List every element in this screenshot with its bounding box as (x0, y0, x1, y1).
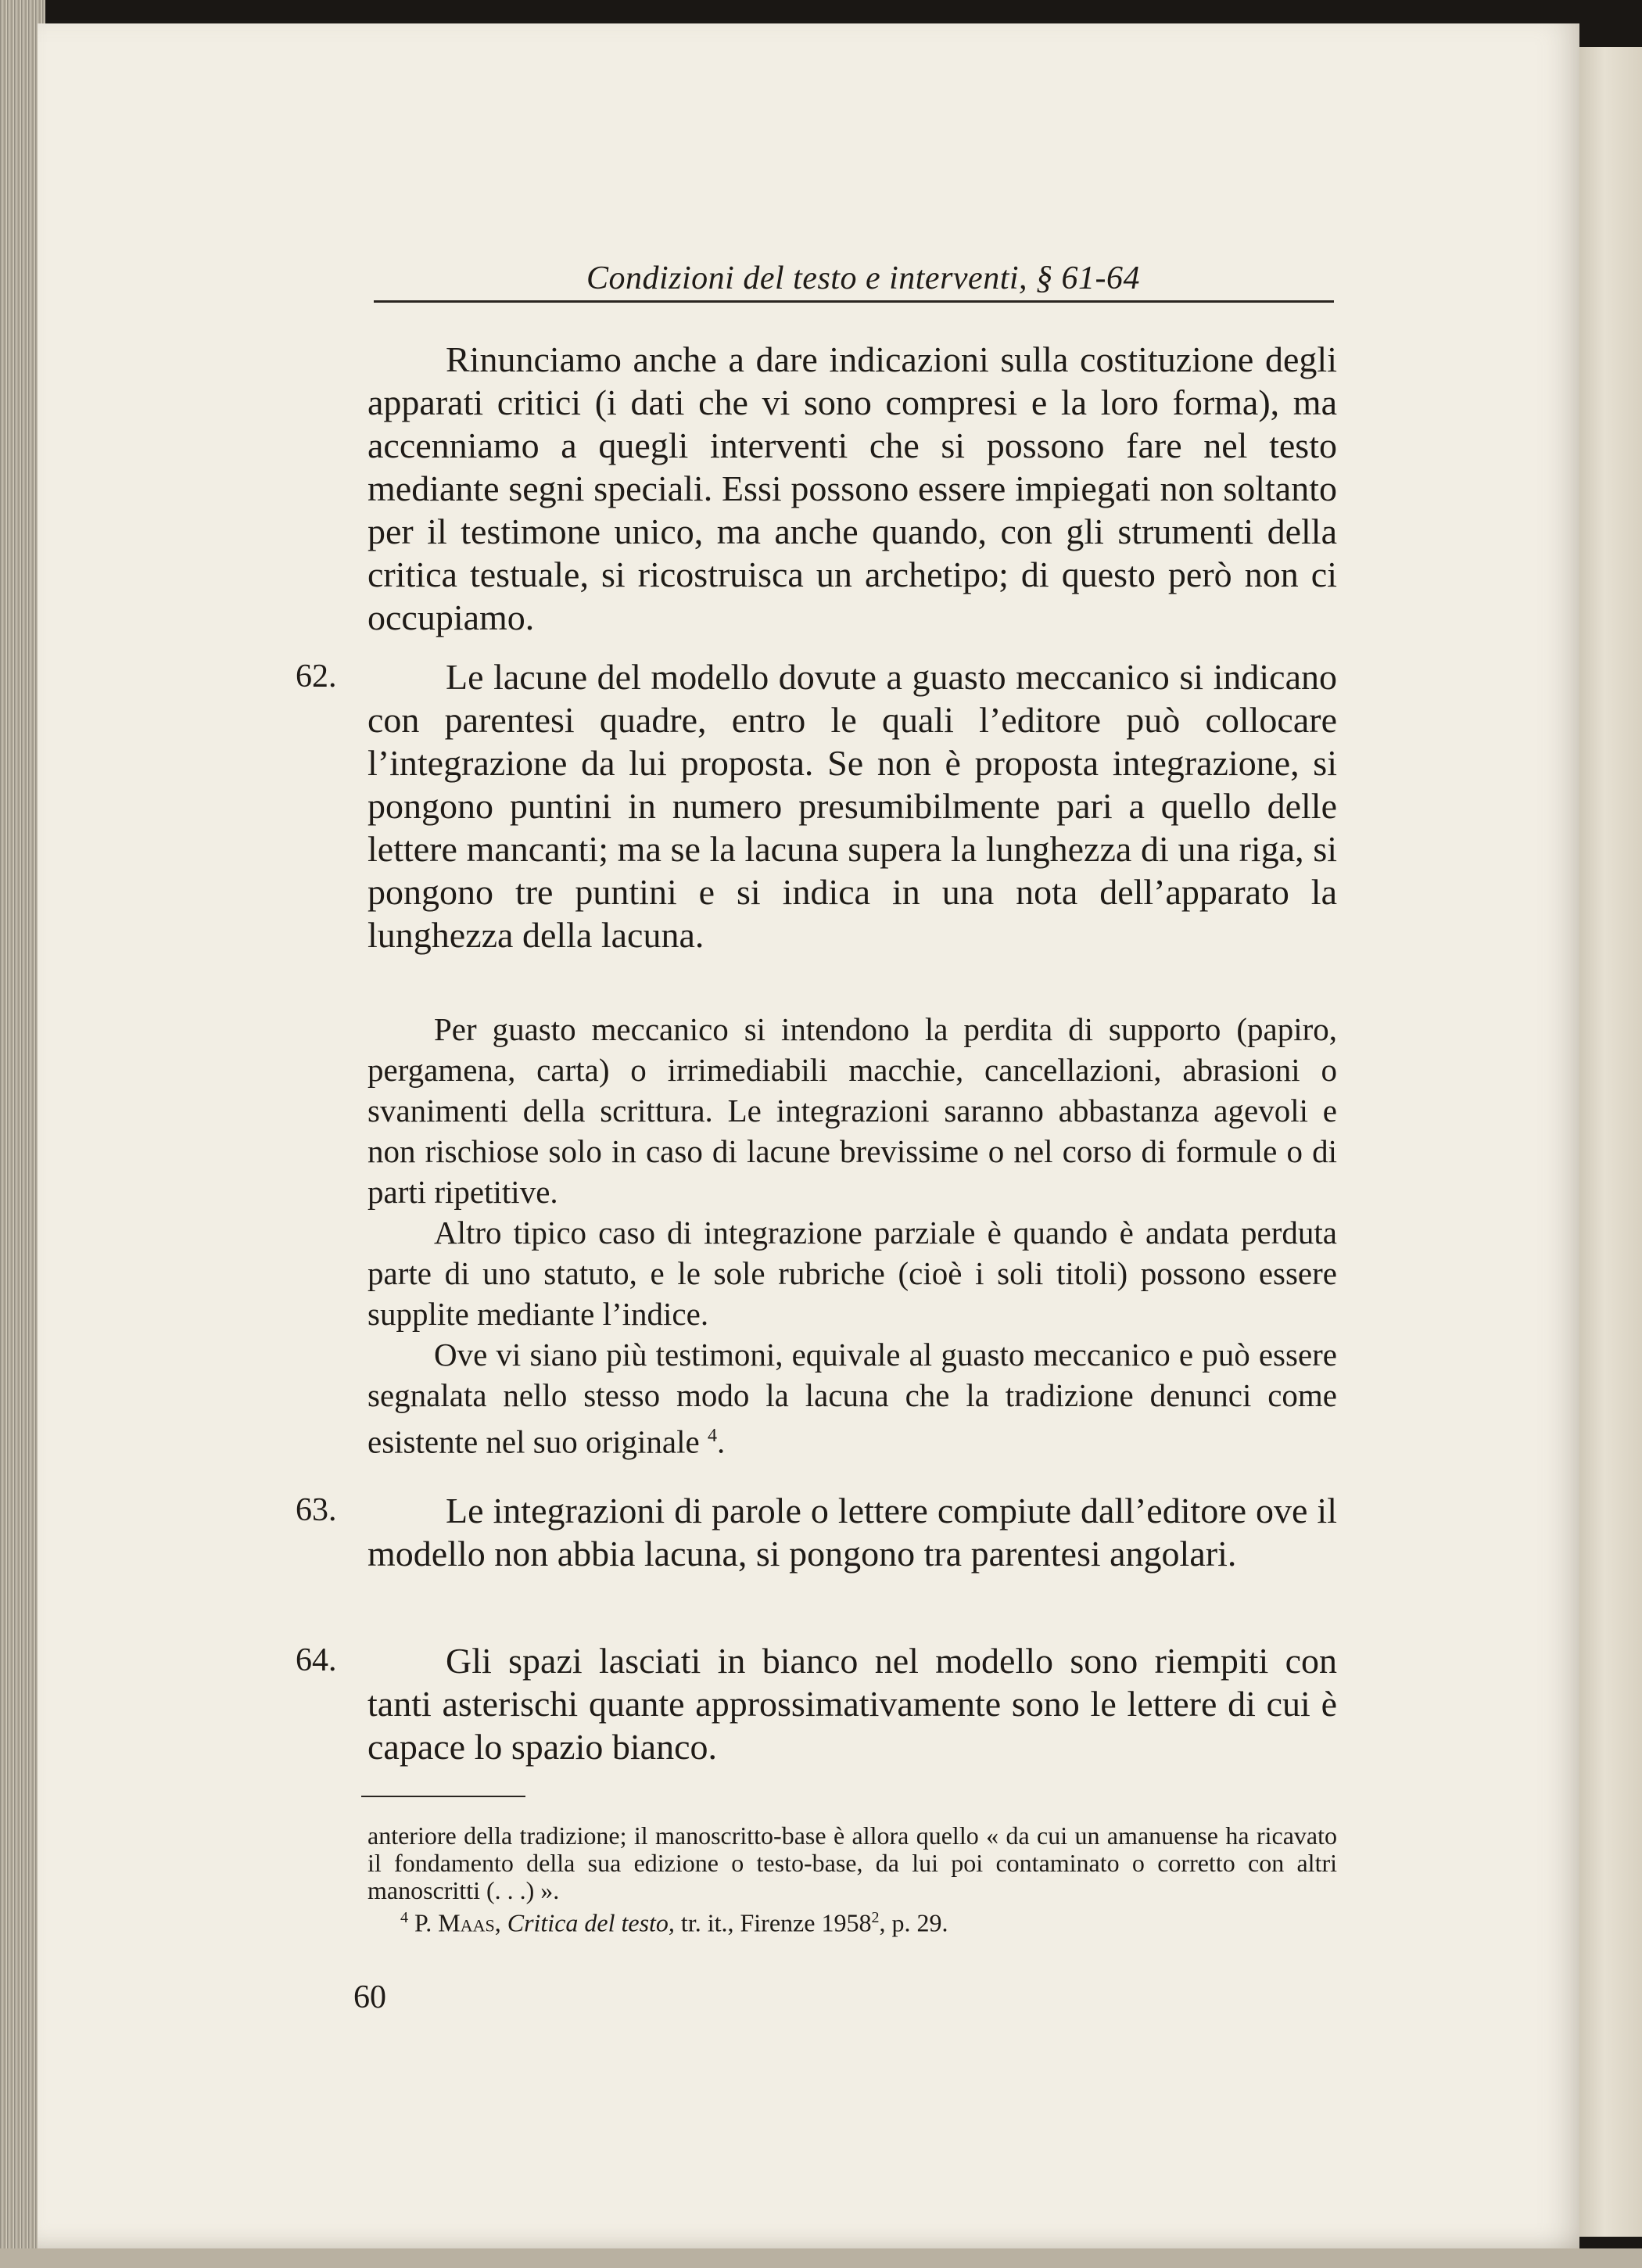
book-bottom-edge (0, 2248, 1642, 2268)
footnote-reference: 4 (707, 1426, 717, 1446)
running-head: Condizioni del testo e interventi, § 61-64 (374, 257, 1334, 303)
footnote-4: $^4$ P. Maas, Critica del testo, tr. it., Firenze 1958$^2$, p. 29. (400, 1908, 948, 1937)
section-64-text: Gli spazi lasciati in bianco nel modello sono riempiti con tanti asterischi quante approssimativamente sono le lettere di cui è capace lo spazio bianco. (367, 1641, 1337, 1767)
section-number-63: 63. (296, 1492, 337, 1528)
section-number-62: 62. (296, 659, 337, 694)
facing-page-edge (1579, 47, 1642, 2237)
section-number-64: 64. (296, 1642, 337, 1678)
section-63-text: Le integrazioni di parole o lettere compiute dall’editore ove il modello non abbia lacuna, si pongono tra parentesi angolari. (367, 1491, 1337, 1574)
section-62-text: Le lacune del modello dovute a guasto meccanico si indicano con parentesi quadre, entro le quali l’editore può collocare l’integrazione da lui proposta. Se non è proposta integrazione, si pongono puntini in numero presumibilmente pari a quello delle lettere mancanti; ma se la lacuna supera la lunghezza di una riga, si pongono tre puntini e si indica in una nota dell’apparato la lunghezza della lacuna. (367, 657, 1337, 955)
intro-paragraph: Rinunciamo anche a dare indicazioni sulla costituzione degli apparati critici (i dati che vi sono compresi e la loro forma), ma accenniamo a quegli interventi che si possono fare nel testo mediante segni speciali. Essi possono essere impiegati non soltanto per il testimone unico, ma anche quando, con gli strumenti della critica testuale, si ricostruisca un archetipo; di questo però non ci occupiamo. (367, 339, 1337, 637)
section-62-commentary: Per guasto meccanico si intendono la perdita di supporto (papiro, pergamena, carta) o irrimediabili macchie, cancellazioni, abrasioni o svanimenti della scrittura. Le integrazioni saranno abbastanza agevoli e non rischiose solo in caso di lacune brevissime o nel corso di formule o di parti ripetitive. Altro tipico caso di integrazione parziale è quando è andata perduta parte di uno statuto, e le sole rubriche (cioè i soli titoli) possono essere supplite mediante l’indice. Ove vi siano più testimoni, equivale al guasto meccanico e può essere segnalata nello stesso modo la lacuna che la tradizione denunci come esistente nel suo originale $^4$. (367, 1009, 1337, 1462)
commentary-last-paragraph: Ove vi siano più testimoni, equivale al guasto meccanico e può essere segnalata nello stesso modo la lacuna che la tradizione denunci come esistente nel suo originale $^4$. (367, 1337, 1337, 1460)
footnote-continuation: anteriore della tradizione; il manoscritto-base è allora quello « da cui un amanuense ha ricavato il fondamento della sua edizione o testo-base, da lui poi contaminato o corretto con altri manoscritti (. . .) ». (367, 1821, 1337, 1904)
footnotes (367, 1822, 1337, 1937)
footnote-rule (361, 1796, 525, 1797)
page-number: 60 (353, 1979, 386, 2015)
